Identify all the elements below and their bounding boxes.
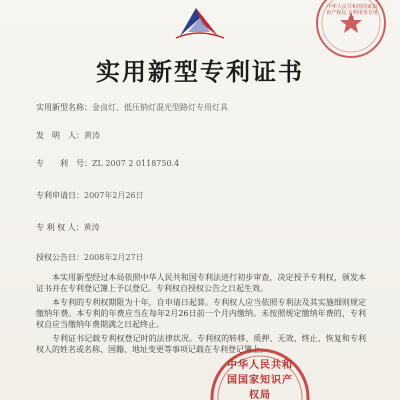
body-paragraph: 本专利的专利权期限为十年，自申请日起算。专利权人应当依照专利法及其实施细则规定缴纳年费。本专利的年费应当在每年2月26日前一个月内缴纳。未按照规定缴纳年费的，专利权自应当缴纳年费期满之日起终止。 [36,298,366,329]
field-application-date [36,190,144,201]
stamp-bottom-text: 中华人民共和国国家知识产权局 [227,360,293,400]
certificate-title: 实用新型专利证书 [96,58,304,86]
field-value: 黄涛 [84,131,100,140]
field-value: 2007年2月26日 [84,191,144,200]
field-label: 专 利 号： [36,159,92,168]
field-value: 2008年2月27日 [84,253,144,262]
field-label: 专 利 权 人： [36,223,84,232]
field-patent-number [36,158,179,169]
field-inventor [36,130,100,141]
field-value: 黄涛 [83,223,100,232]
body-paragraph: 本实用新型经过本局依照中华人民共和国专利法进行初步审查，决定授予专利权，颁发本证书并在专利登记簿上予以登记。专利权自授权公告之日起生效。 [36,273,366,293]
field-label: 发 明 人： [36,131,84,140]
field-label: 授权公告日： [36,253,84,262]
stamp-top-text: 中华人民共和国国家知识产权局 专利审查专用章 [326,4,378,22]
certificate-body [36,272,366,358]
field-patentee [36,222,100,233]
field-value: ZL 2007 2 0118750.4 [92,159,180,168]
field-label: 实用新型名称： [36,103,92,112]
field-utility-model-name [36,102,228,113]
field-label: 专利申请日： [36,191,84,200]
field-value: 金卤灯、低压钠灯混光型路灯专用灯具 [92,103,228,112]
field-grant-date [36,252,144,263]
body-paragraph: 专利证书记载专利权登记时的法律状况。专利权的转移、质押、无效、终止、恢复和专利权人的姓名或名称、国籍、地址变更等事项记载在专利登记簿上。 [36,334,366,354]
patent-office-logo [166,2,232,40]
